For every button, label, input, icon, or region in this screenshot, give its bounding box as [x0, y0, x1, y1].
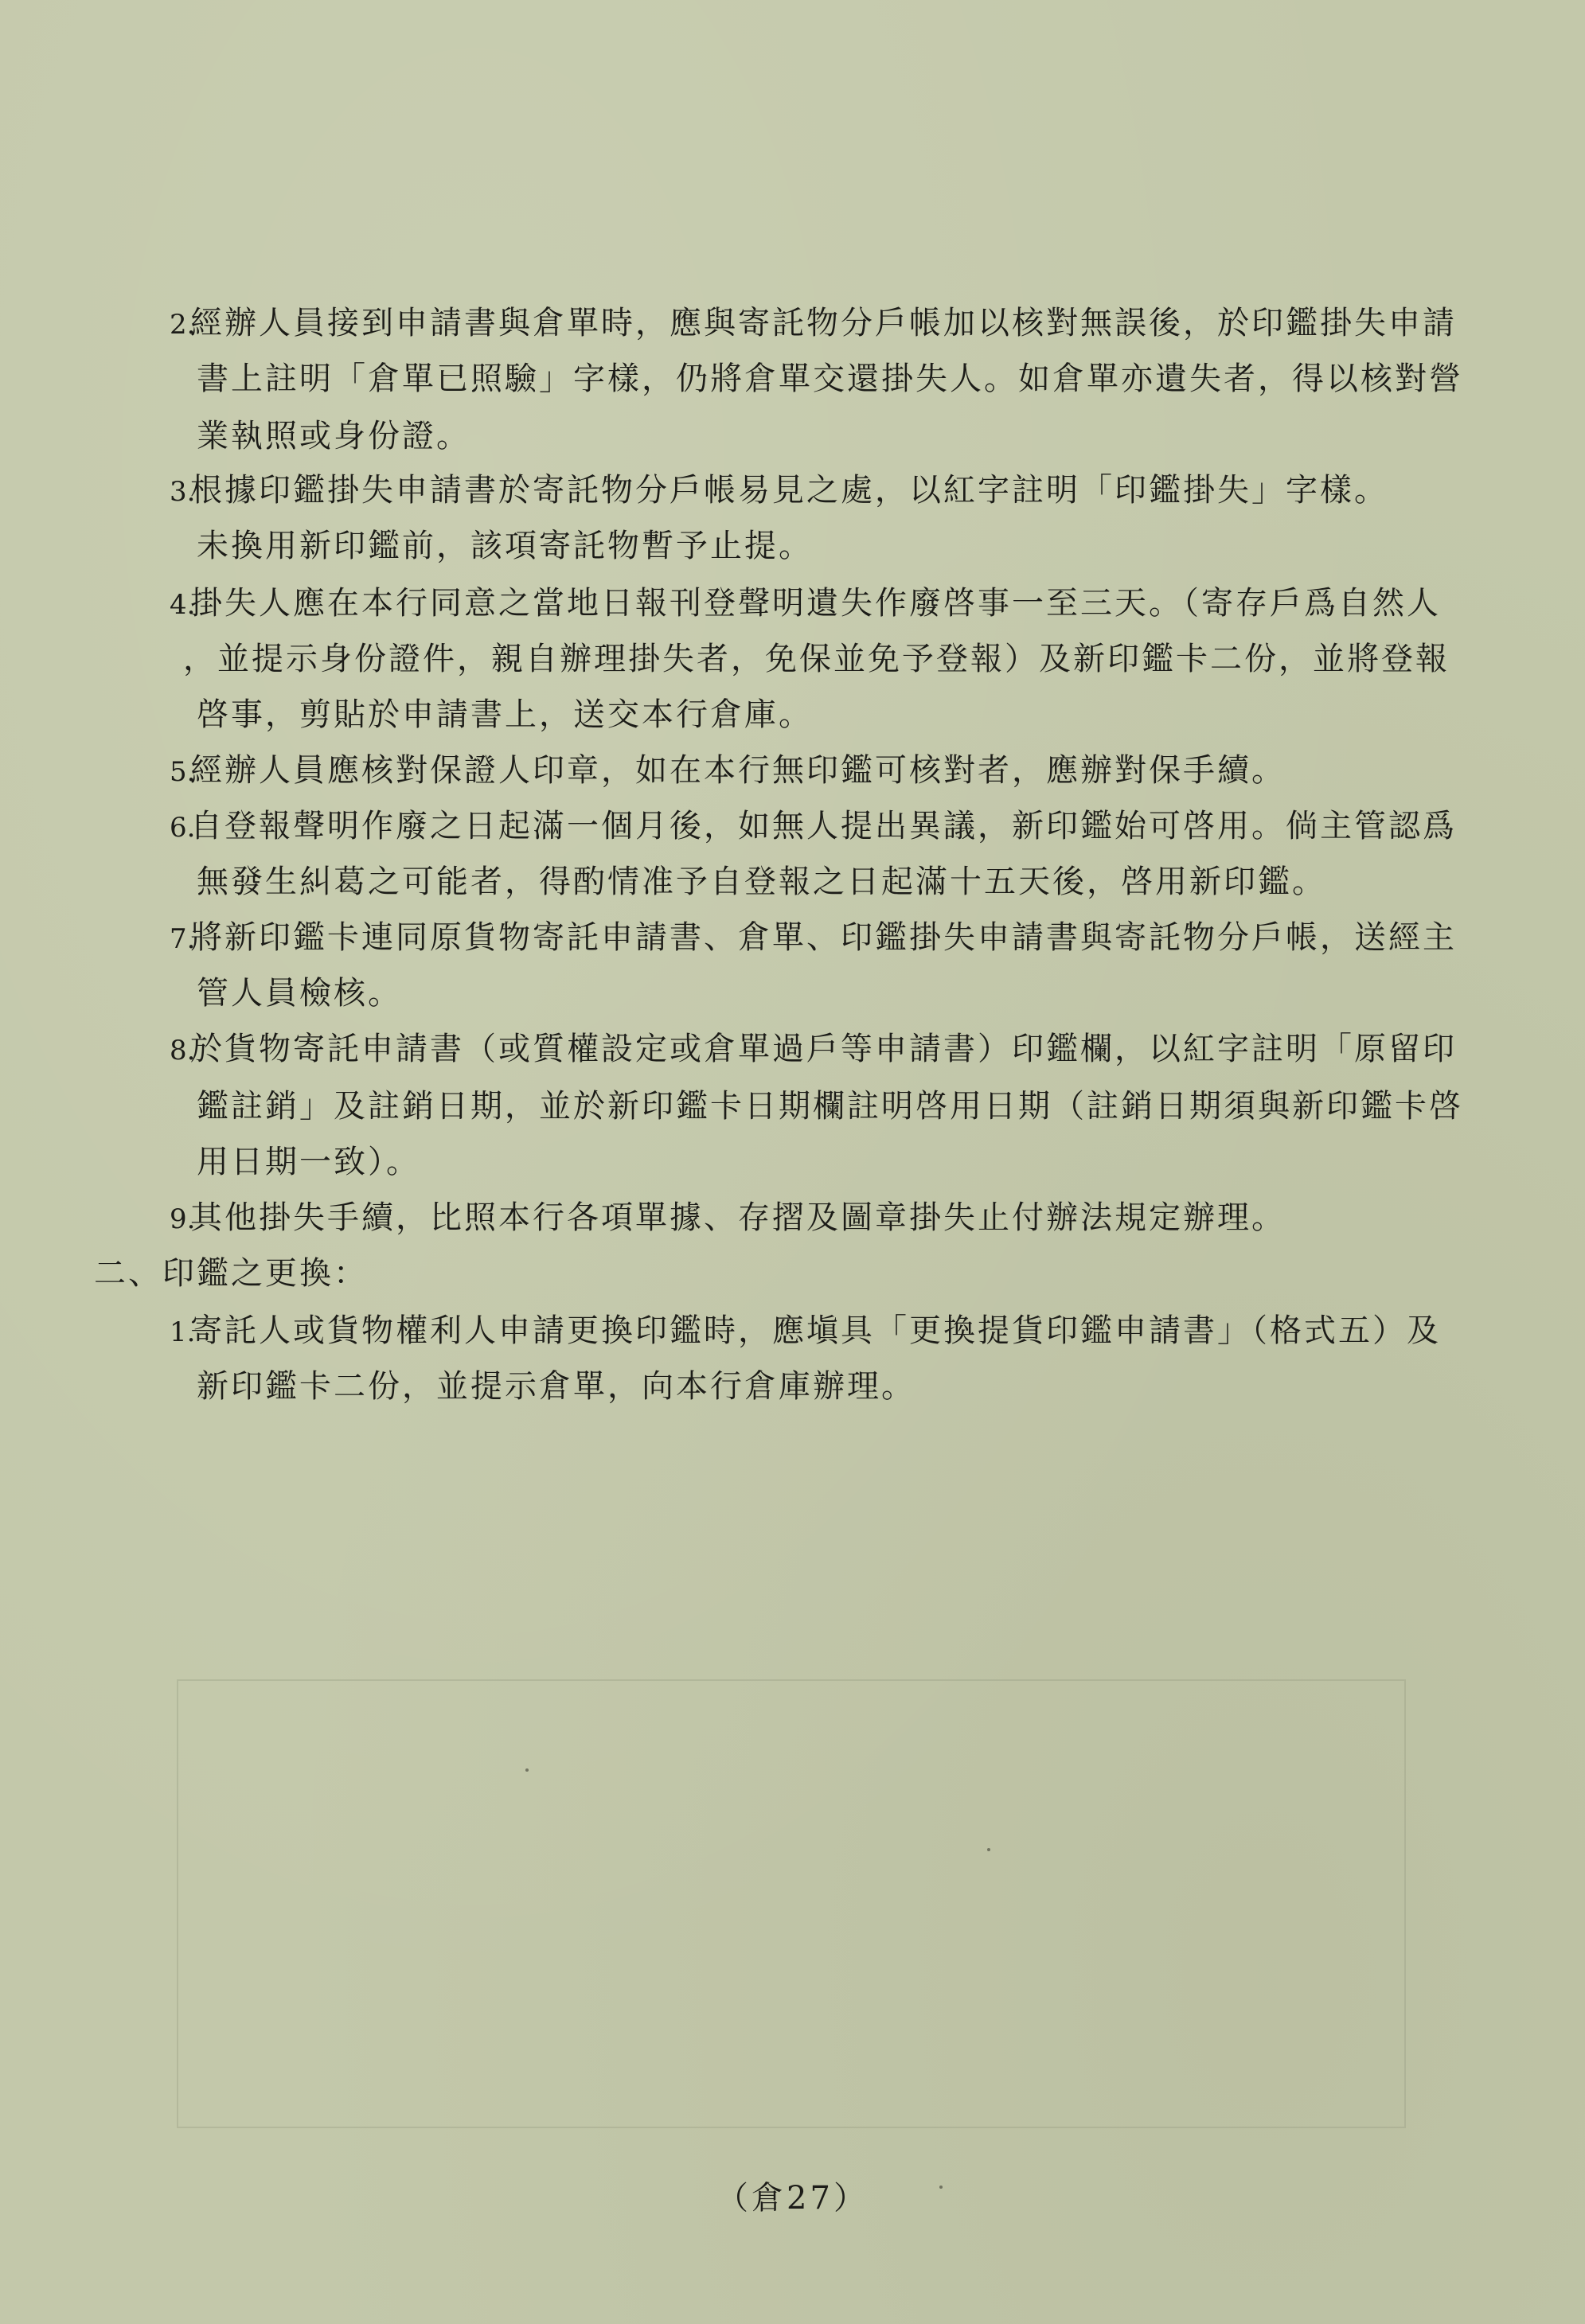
item-number: 1. — [170, 1316, 196, 1348]
item-3-line-1 — [170, 470, 1388, 511]
item-6-line-2 — [197, 861, 1326, 903]
item-4-line-3 — [197, 694, 813, 735]
item-text: 業執照或身份證。 — [197, 418, 470, 454]
item-number: 7. — [170, 923, 196, 955]
item-2-line-1 — [170, 302, 1457, 344]
faint-frame — [177, 1679, 1406, 2128]
section-item-1-line-2 — [197, 1366, 915, 1407]
item-number: 5. — [170, 756, 196, 788]
item-8-line-1 — [170, 1028, 1457, 1070]
item-text: ，並提示身份證件，親自辦理掛失者，免保並免予登報）及新印鑑卡二份，並將登報 — [183, 641, 1450, 677]
page-footer: （倉27） — [716, 2180, 869, 2217]
item-text: 新印鑑卡二份，並提示倉單，向本行倉庫辦理。 — [197, 1368, 915, 1405]
item-text: 用日期一致）。 — [197, 1144, 420, 1180]
item-number: 9. — [170, 1203, 196, 1235]
item-text: 其他掛失手續，比照本行各項單據、存摺及圖章掛失止付辦法規定辦理。 — [190, 1199, 1286, 1236]
item-text: 鑑註銷」及註銷日期，並於新印鑑卡日期欄註明啓用日期（註銷日期須與新印鑑卡啓 — [197, 1088, 1463, 1125]
item-9-line-1 — [170, 1197, 1286, 1238]
item-number: 4. — [170, 589, 196, 621]
item-3-line-2 — [197, 525, 813, 567]
paper-speck — [987, 1848, 990, 1851]
item-text: 書上註明「倉單已照驗」字樣，仍將倉單交還掛失人。如倉單亦遺失者，得以核對營 — [197, 361, 1463, 397]
item-8-line-2 — [197, 1086, 1463, 1127]
item-text: 經辦人員接到申請書與倉單時，應與寄託物分戶帳加以核對無誤後，於印鑑掛失申請 — [190, 305, 1457, 341]
item-2-line-2 — [197, 358, 1463, 400]
paper-speck — [525, 1768, 529, 1772]
section-heading: 二、印鑑之更換： — [94, 1255, 368, 1292]
item-5-line-1 — [170, 750, 1286, 791]
item-4-line-2 — [183, 638, 1450, 680]
item-number: 8. — [170, 1035, 196, 1066]
item-7-line-1 — [170, 917, 1457, 958]
item-number: 2. — [170, 309, 196, 341]
item-text: 管人員檢核。 — [197, 975, 402, 1012]
item-text: 將新印鑑卡連同原貨物寄託申請書、倉單、印鑑掛失申請書與寄託物分戶帳，送經主 — [190, 919, 1457, 956]
item-6-line-1 — [170, 805, 1457, 847]
item-number: 6. — [170, 812, 196, 844]
item-text: 經辦人員應核對保證人印章，如在本行無印鑑可核對者，應辦對保手續。 — [190, 752, 1286, 789]
item-2-line-3 — [197, 415, 470, 457]
item-text: 啓事，剪貼於申請書上，送交本行倉庫。 — [197, 696, 813, 733]
item-text: 無發生糾葛之可能者，得酌情准予自登報之日起滿十五天後，啓用新印鑑。 — [197, 864, 1326, 900]
item-4-line-1 — [170, 583, 1441, 624]
item-7-line-2 — [197, 973, 402, 1014]
item-number: 3. — [170, 476, 196, 508]
item-text: 掛失人應在本行同意之當地日報刊登聲明遺失作廢啓事一至三天。（寄存戶爲自然人 — [190, 585, 1441, 622]
item-text: 根據印鑑掛失申請書於寄託物分戶帳易見之處，以紅字註明「印鑑掛失」字樣。 — [190, 472, 1388, 509]
paper-speck — [939, 2186, 943, 2189]
item-8-line-3 — [197, 1141, 420, 1183]
item-text: 未換用新印鑑前，該項寄託物暫予止提。 — [197, 528, 813, 564]
item-text: 於貨物寄託申請書（或質權設定或倉單過戶等申請書）印鑑欄，以紅字註明「原留印 — [190, 1031, 1457, 1067]
section-item-1-line-1 — [170, 1310, 1441, 1351]
item-text: 寄託人或貨物權利人申請更換印鑑時，應塡具「更換提貨印鑑申請書」（格式五）及 — [190, 1312, 1441, 1349]
item-text: 自登報聲明作廢之日起滿一個月後，如無人提出異議，新印鑑始可啓用。倘主管認爲 — [190, 808, 1457, 844]
